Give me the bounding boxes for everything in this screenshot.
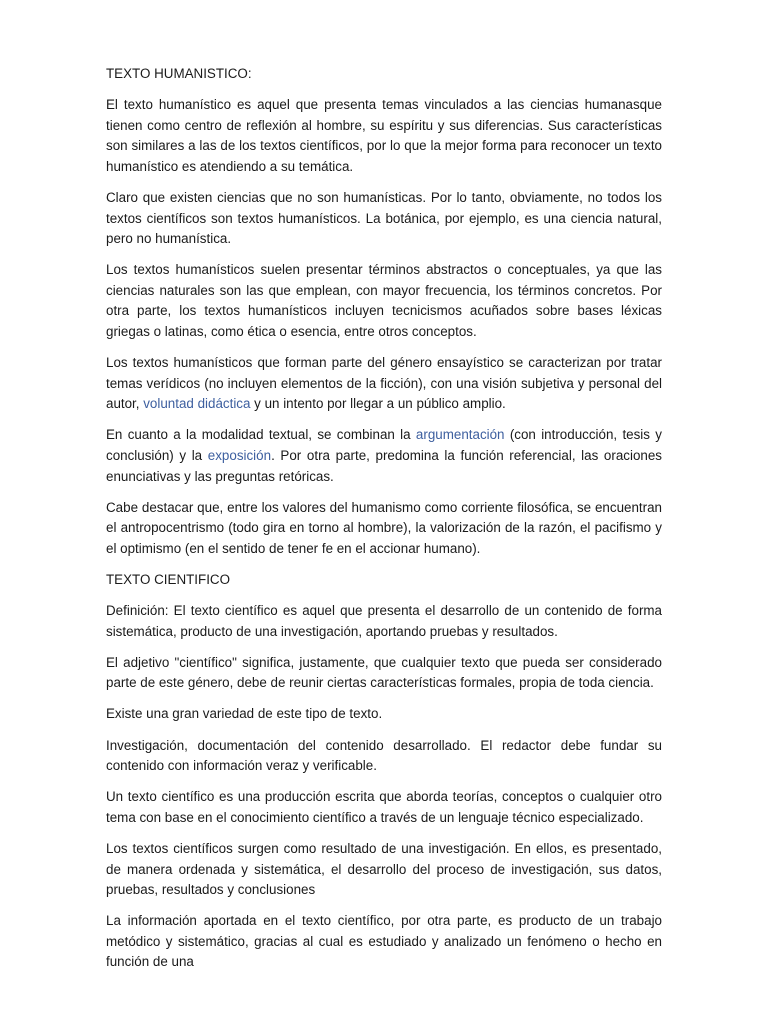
paragraph-essay-genre (106, 353, 662, 415)
paragraph-research-result: Los textos científicos surgen como resultado de una investigación. En ellos, es presentado, de manera ordenada y sistemática, el desarrollo del proceso de investigación, sus datos, pruebas, resultados y conclusiones (106, 840, 662, 898)
paragraph-variety: Existe una gran variedad de este tipo de texto. (106, 706, 383, 722)
paragraph-methodical-work: La información aportada en el texto científico, por otra parte, es producto de un trabajo metódico y sistemático, gracias al cual es estudiado y analizado un fenómeno o hecho en función de una (106, 913, 662, 970)
paragraph-essay-genre-text-a: Los textos humanísticos que forman parte del género ensayístico se caracterizan por tratar temas verídicos (no incluyen elementos de la ficción), con una visión subjetiva y personal del autor, (106, 355, 662, 412)
paragraph-definition-humanistic: El texto humanístico es aquel que presenta temas vinculados a las ciencias humanasque tienen como centro de reflexión al hombre, su espíritu y sus diferencias. Sus características son similares a las de los textos científicos, por lo que la mejor forma para reconocer un texto humanístico es atendiendo a su temática. (106, 97, 662, 174)
paragraph-humanism-values: Cabe destacar que, entre los valores del humanismo como corriente filosófica, se encuentran el antropocentrismo (todo gira en torno al hombre), la valorización de la razón, el pacifismo y el optimismo (en el sentido de tener fe en el accionar humano). (106, 499, 662, 556)
paragraph-essay-genre-text-b: y un intento por llegar a un público amplio. (250, 396, 506, 412)
paragraph-abstract-terms: Los textos humanísticos suelen presentar términos abstractos o conceptuales, ya que las ciencias naturales son las que emplean, con mayor frecuencia, los términos concretos. Por otra parte, los textos humanísticos incluyen tecnicismos acuñados sobre bases léxicas griegas o latinas, como ética o esencia, entre otros conceptos. (106, 262, 662, 340)
paragraph-textual-mode-text-a: En cuanto a la modalidad textual, se combinan la (106, 427, 416, 443)
paragraph-investigation: Investigación, documentación del contenido desarrollado. El redactor debe fundar su contenido con información veraz y verificable. (106, 737, 662, 774)
heading-humanistic: TEXTO HUMANISTICO: (106, 66, 252, 81)
heading-scientific: TEXTO CIENTIFICO (106, 571, 230, 587)
paragraph-textual-mode-text-c: . Por otra parte, predomina la función referencial, las oraciones enunciativas y las preguntas retóricas. (106, 448, 662, 484)
link-voluntad-didactica[interactable]: voluntad didáctica (143, 396, 251, 412)
paragraph-textual-mode-text-b: (con introducción, tesis y conclusión) y la (106, 427, 662, 463)
paragraph-textual-mode (106, 425, 662, 487)
document-page (106, 64, 662, 983)
link-argumentacion[interactable]: argumentación (415, 427, 505, 443)
paragraph-written-production: Un texto científico es una producción escrita que aborda teorías, conceptos o cualquier otro tema con base en el conocimiento científico a través de un lenguaje técnico especializado. (106, 789, 662, 825)
paragraph-adjective-scientific: El adjetivo "científico" significa, justamente, que cualquier texto que pueda ser considerado parte de este género, debe de reunir ciertas características formales, propia de toda ciencia. (106, 654, 662, 691)
link-exposicion[interactable]: exposición (207, 448, 272, 463)
paragraph-definition-scientific: Definición: El texto científico es aquel que presenta el desarrollo de un contenido de forma sistemática, producto de una investigación, aportando pruebas y resultados. (106, 603, 662, 639)
paragraph-not-all-scientific: Claro que existen ciencias que no son humanísticas. Por lo tanto, obviamente, no todos los textos científicos son textos humanísticos. La botánica, por ejemplo, es una ciencia natural, pero no humanística. (106, 189, 662, 247)
